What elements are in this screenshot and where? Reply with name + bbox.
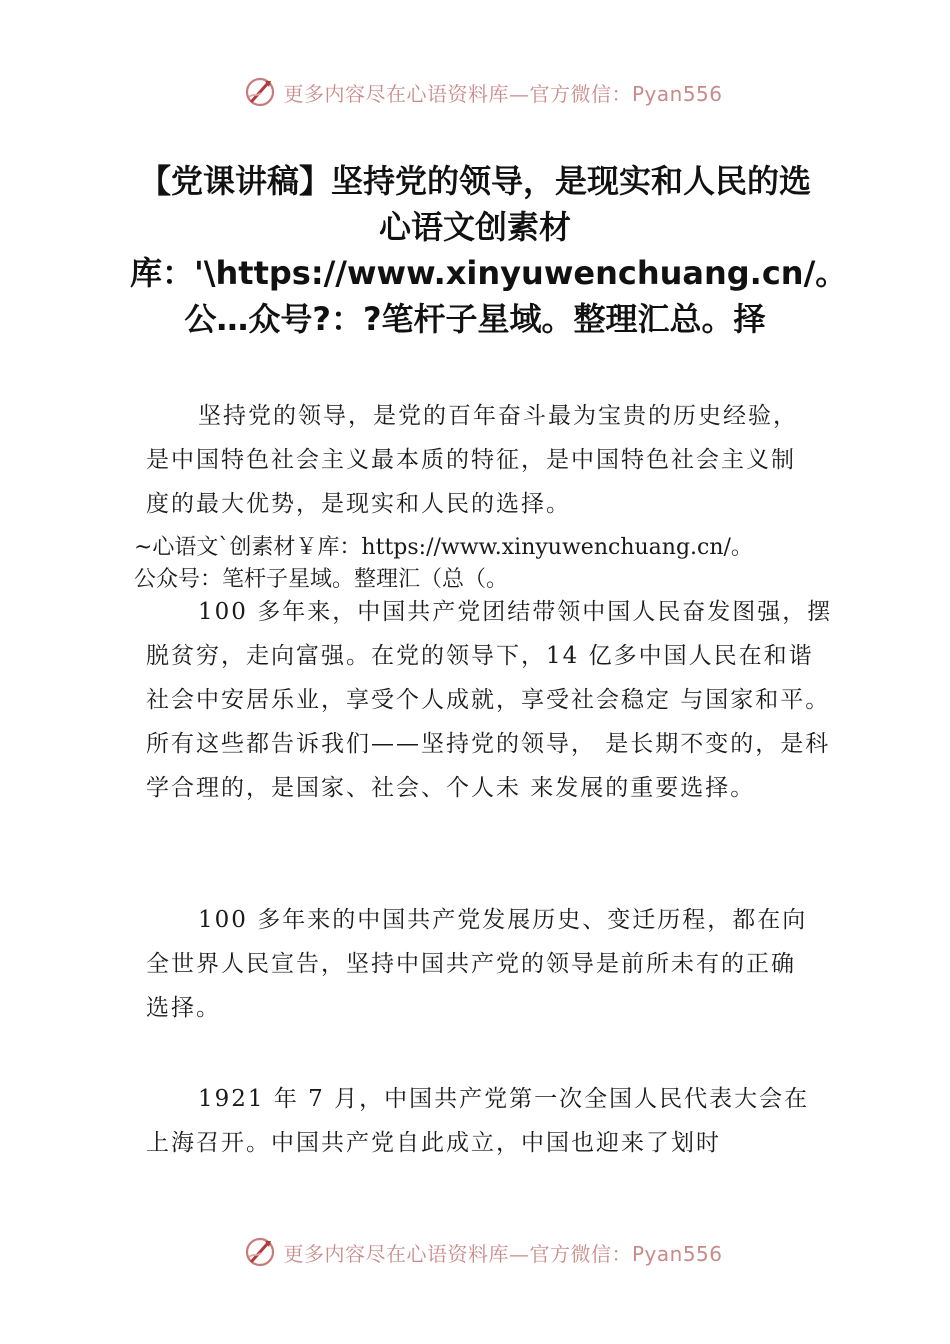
paragraph-1: 坚持党的领导，是党的百年奋斗最为宝贵的历史经验，是中国特色社会主义最本质的特征，是中国特色社会主义制度的最大优势，是现实和人民的选择。 bbox=[146, 403, 798, 517]
header-banner-text bbox=[283, 78, 722, 107]
footer-wechat-id: Pyan556 bbox=[631, 1241, 723, 1266]
pen-logo-icon bbox=[243, 75, 277, 109]
footer-banner-text bbox=[283, 1238, 722, 1267]
footer-banner-label: 更多内容尽在心语资料库—官方微信： bbox=[283, 1241, 632, 1266]
footer-banner bbox=[0, 1230, 950, 1274]
inline-ad-line-1: ~心语文`创素材￥库：https://www.xinyuwenchuang.cn/。 bbox=[134, 535, 753, 560]
inline-ad-line-2: 公众号：笔杆子星域。整理汇（总（。 bbox=[134, 567, 509, 592]
footer-banner-inner bbox=[243, 1235, 722, 1269]
header-banner bbox=[0, 70, 950, 114]
paragraph-2: 100 多年来，中国共产党团结带领中国人民奋发图强，摆脱贫穷，走向富强。在党的领导下，14 亿多中国人民在和谐社会中安居乐业，享受个人成就，享受社会稳定 与国家和平。所有这些都告诉我们——坚持党的领导， 是长期不变的，是科学合理的，是国家、社会、个人未 来发展的重要选择。 bbox=[146, 599, 833, 801]
inline-ad-block bbox=[134, 532, 944, 596]
paragraph-4: 1921 年 7 月，中国共产党第一次全国人民代表大会在上海召开。中国共产党自此成立，中国也迎来了划时 bbox=[146, 1086, 810, 1156]
document-title: 【党课讲稿】坚持党的领导，是现实和人民的选心语文创素材库：'\https://www.xinyuwenchuang.cn/。公…众号?：?笔杆子星域。整理汇总。择 bbox=[130, 162, 848, 338]
header-wechat-id: Pyan556 bbox=[631, 81, 723, 106]
header-banner-label: 更多内容尽在心语资料库—官方微信： bbox=[283, 81, 632, 106]
paragraph-3: 100 多年来的中国共产党发展历史、变迁历程，都在向全世界人民宣告，坚持中国共产党的领导是前所未有的正确选择。 bbox=[146, 907, 808, 1021]
header-banner-inner bbox=[243, 75, 722, 109]
pen-logo-icon bbox=[243, 1235, 277, 1269]
